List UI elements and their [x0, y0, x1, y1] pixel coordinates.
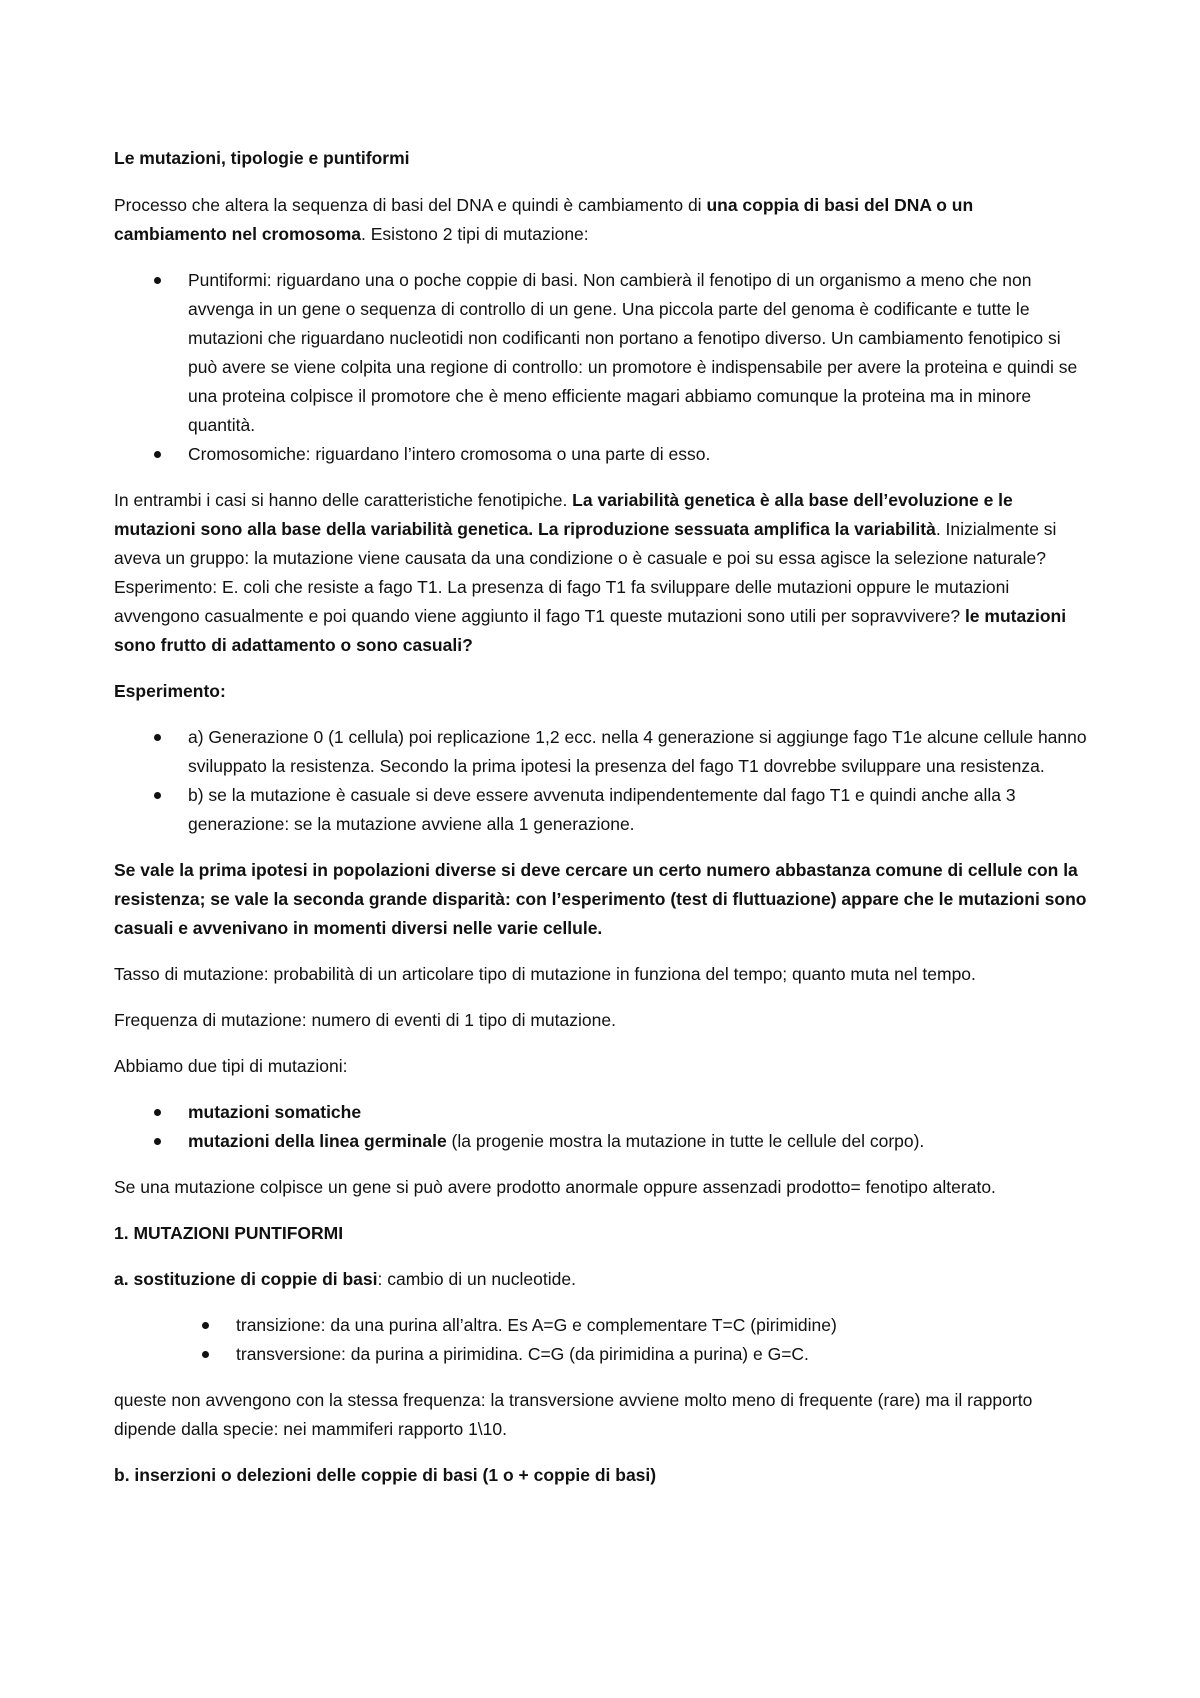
- subheading-substitution: a. sostituzione di coppie di basi: cambio di un nucleotide.: [114, 1269, 576, 1289]
- section-heading-point-mutations: 1. MUTAZIONI PUNTIFORMI: [114, 1223, 344, 1243]
- somatic-germline-list: [114, 1098, 1090, 1156]
- experiment-list: [114, 723, 1090, 839]
- substitution-list: [114, 1311, 1090, 1369]
- intro-paragraph: Processo che altera la sequenza di basi del DNA e quindi è cambiamento di una coppia di basi del DNA o un cambiamento nel cromosoma. Esistono 2 tipi di mutazione:: [114, 195, 974, 244]
- list-item: mutazioni somatiche: [114, 1098, 1090, 1127]
- two-types-paragraph: Abbiamo due tipi di mutazioni:: [114, 1056, 348, 1076]
- list-item: Puntiformi: riguardano una o poche coppie di basi. Non cambierà il fenotipo di un organismo a meno che non avvenga in un gene o sequenza di controllo di un gene. Una piccola parte del genoma è codificante e tutte le mutazioni che riguardano nucleotidi non codificanti non portano a fenotipo diverso. Un cambiamento fenotipico si può avere se viene colpita una regione di controllo: un promotore è indispensabile per avere la proteina e quindi se una proteina colpisce il promotore che è meno efficiente magari abbiamo comunque la proteina ma in minore quantità.: [114, 266, 1090, 440]
- mutation-frequency-paragraph: Frequenza di mutazione: numero di eventi di 1 tipo di mutazione.: [114, 1010, 616, 1030]
- hypothesis-paragraph: Se vale la prima ipotesi in popolazioni diverse si deve cercare un certo numero abbastanza comune di cellule con la resistenza; se vale la seconda grande disparità: con l’esperimento (test di fluttuazione) appare che le mutazioni sono casuali e avvenivano in momenti diversi nelle varie cellule.: [114, 860, 1087, 938]
- list-item: a) Generazione 0 (1 cellula) poi replicazione 1,2 ecc. nella 4 generazione si aggiunge fago T1e alcune cellule hanno sviluppato la resistenza. Secondo la prima ipotesi la presenza del fago T1 dovrebbe sviluppare una resistenza.: [114, 723, 1090, 781]
- list-item: transizione: da una purina all’altra. Es A=G e complementare T=C (pirimidine): [114, 1311, 1090, 1340]
- mutation-rate-paragraph: Tasso di mutazione: probabilità di un articolare tipo di mutazione in funziona del tempo; quanto muta nel tempo.: [114, 964, 976, 984]
- list-item: b) se la mutazione è casuale si deve essere avvenuta indipendentemente dal fago T1 e quindi anche alla 3 generazione: se la mutazione avviene alla 1 generazione.: [114, 781, 1090, 839]
- list-item: transversione: da purina a pirimidina. C=G (da pirimidina a purina) e G=C.: [114, 1340, 1090, 1369]
- frequency-note-paragraph: queste non avvengono con la stessa frequenza: la transversione avviene molto meno di frequente (rare) ma il rapporto dipende dalla specie: nei mammiferi rapporto 1\10.: [114, 1390, 1033, 1439]
- list-item: mutazioni della linea germinale (la progenie mostra la mutazione in tutte le cellule del corpo).: [114, 1127, 1090, 1156]
- subheading-insertions-deletions: b. inserzioni o delezioni delle coppie di basi (1 o + coppie di basi): [114, 1465, 657, 1485]
- page-title: Le mutazioni, tipologie e puntiformi: [114, 148, 410, 168]
- experiment-heading: Esperimento:: [114, 681, 226, 701]
- mutation-types-list: [114, 266, 1090, 469]
- gene-effect-paragraph: Se una mutazione colpisce un gene si può avere prodotto anormale oppure assenzadi prodotto= fenotipo alterato.: [114, 1177, 996, 1197]
- list-item: Cromosomiche: riguardano l’intero cromosoma o una parte di esso.: [114, 440, 1090, 469]
- variability-paragraph: In entrambi i casi si hanno delle caratteristiche fenotipiche. La variabilità genetica è alla base dell’evoluzione e le mutazioni sono alla base della variabilità genetica. La riproduzione sessuata amplifica la variabilità. Inizialmente si aveva un gruppo: la mutazione viene causata da una condizione o è casuale e poi su essa agisce la selezione naturale? Esperimento: E. coli che resiste a fago T1. La presenza di fago T1 fa sviluppare delle mutazioni oppure le mutazioni avvengono casualmente e poi quando viene aggiunto il fago T1 queste mutazioni sono utili per sopravvivere? le mutazioni sono frutto di adattamento o sono casuali?: [114, 490, 1067, 655]
